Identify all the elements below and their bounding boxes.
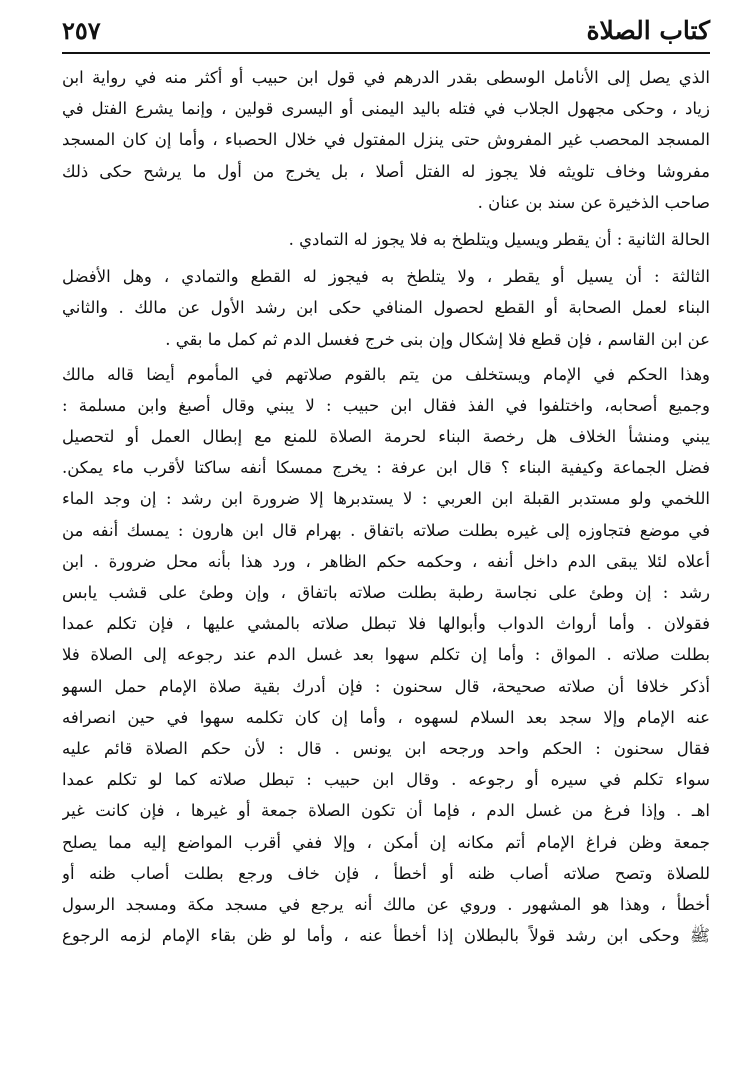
- text-line: رشد : إن وطئ على نجاسة رطبة بطلت صلاته باتفاق ، وإن وطئ على قشب يابس: [62, 583, 710, 602]
- text-line: أذكر خلافا أن صلاته صحيحة، قال سحنون : فإن أدرك بقية صلاة الإمام حمل السهو: [62, 676, 710, 696]
- text-line: أعلاه لئلا يبقى الدم داخل أنفه ، وحكمه حكم الظاهر ، ورد هذا بأنه محل ضرورة . ابن: [62, 551, 710, 571]
- text-line: عنه الإمام وإلا سجد بعد السلام لسهوه ، وأما إن كان تكلمه سهوا في حين انصرافه: [62, 707, 710, 727]
- text-line: اهـ . وإذا فرغ من غسل الدم ، فإما أن تكون الصلاة جمعة أو غيرها ، فإن كانت غير: [62, 801, 710, 821]
- text-line: جمعة وظن فراغ الإمام أتم مكانه إن أمكن ، وإلا ففي أقرب المواضع إليه مما يصلح: [62, 832, 710, 852]
- text-line: وجميع أصحابه، واختلفوا في الفذ فقال ابن حبيب : لا يبني وقال أصبغ وابن مسلمة :: [62, 395, 710, 415]
- text-line: صاحب الذخيرة عن سند بن عنان .: [477, 192, 710, 212]
- text-line: الثالثة : أن يسيل أو يقطر ، ولا يتلطخ به فيجوز له القطع والتمادي ، وهل الأفضل: [62, 267, 710, 287]
- text-line: ﷺ وحكى ابن رشد قولاً بالبطلان إذا أخطأ عنه ، وأما لو ظن بقاء الإمام لزمه الرجوع: [62, 926, 710, 946]
- text-line: في موضع فتجاوزه إلى غيره بطلت صلاته باتفاق . بهرام قال ابن هارون : يمسك أنفه من: [62, 520, 710, 540]
- text-line: المسجد المحصب غير المفروش حتى ينزل المفتول في خلال الحصباء ، وأما إن كان المسجد: [62, 130, 710, 150]
- book-title: كتاب الصلاة: [586, 16, 710, 45]
- text-line: فقولان . وأما أرواث الدواب وأبوالها فلا تبطل صلاته بالمشي عليها ، فإن تكلم عمدا: [62, 614, 710, 634]
- text-line: البناء لعمل الصحابة أو القطع لحصول المنافي حكى ابن رشد الأول عن مالك . والثاني: [62, 298, 710, 318]
- text-line: زياد ، وحكى مجهول الجلاب في فتله باليد اليمنى أو اليسرى قولين ، وإنما يشرع الفتل في: [62, 99, 710, 119]
- text-line: سواء تكلم في سيره أو رجوعه . وقال ابن حبيب : تبطل صلاته كما لو تكلم عمدا: [62, 770, 710, 790]
- text-line: فقال سحنون : الحكم واحد ورجحه ابن يونس . قال : لأن حكم الصلاة قائم عليه: [62, 738, 710, 758]
- text-line: بطلت صلاته . المواق : وأما إن تكلم سهوا بعد غسل الدم عند رجوعه إلى الصلاة فلا: [62, 645, 710, 665]
- text-line: مفروشا وخاف تلويثه فلا يجوز له الفتل أصلا ، بل يخرج من أول ما يرشح حكى ذلك: [62, 161, 710, 181]
- text-line: الحالة الثانية : أن يقطر ويسيل ويتلطخ به فلا يجوز له التمادي .: [288, 229, 710, 249]
- text-line: اللخمي ولو مستدبر القبلة ابن العربي : لا يستدبرها إلا ضرورة ابن رشد : إن وجد الماء: [62, 489, 710, 509]
- document-page: [62, 14, 710, 951]
- text-line: فضل الجماعة وكيفية البناء ؟ قال ابن عرفة : يخرج ممسكا أنفه ساكتا لأقرب ماء يمكن.: [62, 458, 710, 478]
- text-line: الذي يصل إلى الأنامل الوسطى بقدر الدرهم في قول ابن حبيب أو أكثر منه في رواية ابن: [62, 68, 710, 87]
- text-line: وهذا الحكم في الإمام ويستخلف من يتم بالقوم صلاتهم في المأموم أيضا قاله مالك: [62, 364, 710, 384]
- text-line: أخطأ ، وهذا هو المشهور . وروي عن مالك أنه يرجع في مسجد مكة ومسجد الرسول: [62, 894, 710, 914]
- text-line: عن ابن القاسم ، فإن قطع فلا إشكال وإن بنى خرج فغسل الدم ثم كمل ما بقي .: [165, 329, 710, 349]
- page-number: ٢٥٧: [62, 16, 101, 45]
- text-line: للصلاة وتصح صلاته أصاب ظنه أو أخطأ ، فإن خاف ورجع بطلت أصاب ظنه أو: [62, 863, 710, 883]
- text-line: يبني ومنشأ الخلاف هل رخصة البناء لحرمة الصلاة للمنع مع إبطال العمل أو لتحصيل: [62, 427, 710, 447]
- page-body: [62, 62, 710, 951]
- page-header: [62, 14, 710, 54]
